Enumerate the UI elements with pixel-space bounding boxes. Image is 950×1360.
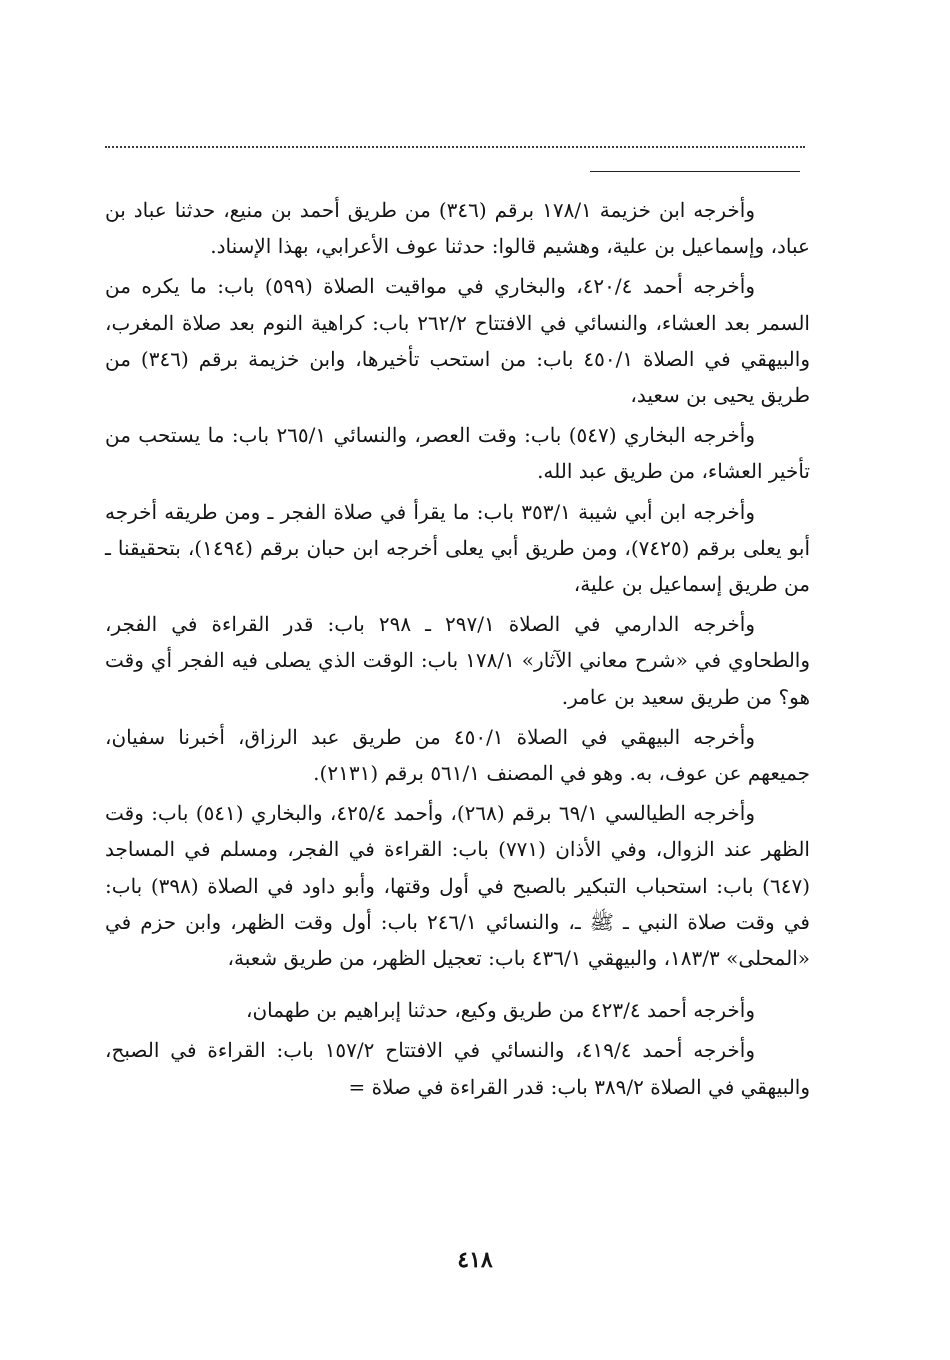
footnotes-block — [105, 192, 810, 1109]
footnote-paragraph: وأخرجه البيهقي في الصلاة ٤٥٠/١ من طريق عبد الرزاق، أخبرنا سفيان، جميعهم عن عوف، به. وهو في المصنف ٥٦١/١ برقم (٢١٣١). — [105, 724, 810, 786]
footnote-paragraph: وأخرجه أحمد ٤٢٣/٤ من طريق وكيع، حدثنا إبراهيم بن طهمان، — [246, 998, 755, 1023]
dotted-separator — [105, 146, 805, 148]
footnote-paragraph: وأخرجه الطيالسي ٦٩/١ برقم (٢٦٨)، وأحمد ٤٢٥/٤، والبخاري (٥٤١) باب: وقت الظهر عند الزوال، وفي الأذان (٧٧١) باب: القراءة في الفجر، ومسلم في المساجد (٦٤٧) باب: استحباب التبكير بالصبح في أول وقتها، وأبو داود في الصلاة (٣٩٨) باب: في وقت صلاة النبي ـ ﷺ ـ، والنسائي ٢٤٦/١ باب: أول وقت الظهر، وابن حزم في «المحلى» ١٨٣/٣، والبيهقي ٤٣٦/١ باب: تعجيل الظهر، من طريق شعبة، — [105, 801, 811, 971]
footnote-paragraph: وأخرجه الدارمي في الصلاة ٢٩٧/١ ـ ٢٩٨ باب: قدر القراءة في الفجر، والطحاوي في «شرح معاني الآثار» ١٧٨/١ باب: الوقت الذي يصلى فيه الفجر أي وقت هو؟ من طريق سعيد بن عامر. — [105, 612, 811, 709]
footnote-paragraph: وأخرجه ابن خزيمة ١٧٨/١ برقم (٣٤٦) من طريق أحمد بن منيع، حدثنا عباد بن عباد، وإسماعيل بن علية، وهشيم قالوا: حدثنا عوف الأعرابي، بهذا الإسناد. — [105, 198, 810, 259]
footnote-paragraph: وأخرجه أحمد ٤٢٠/٤، والبخاري في مواقيت الصلاة (٥٩٩) باب: ما يكره من السمر بعد العشاء، والنسائي في الافتتاح ٢٦٢/٢ باب: كراهية النوم بعد صلاة المغرب، والبيهقي في الصلاة ٤٥٠/١ باب: من استحب تأخيرها، وابن خزيمة برقم (٣٤٦) من طريق يحيى بن سعيد، — [105, 274, 810, 408]
footnote-rule — [590, 171, 800, 172]
footnote-paragraph: وأخرجه ابن أبي شيبة ٣٥٣/١ باب: ما يقرأ في صلاة الفجر ـ ومن طريقه أخرجه أبو يعلى برقم (٧٤٢٥)، ومن طريق أبي يعلى أخرجه ابن حبان برقم (١٤٩٤)، بتحقيقنا ـ من طريق إسماعيل بن علية، — [105, 499, 811, 597]
footnote-paragraph: وأخرجه البخاري (٥٤٧) باب: وقت العصر، والنسائي ٢٦٥/١ باب: ما يستحب من تأخير العشاء، من طريق عبد الله. — [105, 423, 810, 484]
footnote-paragraph: وأخرجه أحمد ٤١٩/٤، والنسائي في الافتتاح ١٥٧/٢ باب: القراءة في الصبح، والبيهقي في الصلاة ٣٨٩/٢ باب: قدر القراءة في صلاة = — [105, 1038, 810, 1099]
page-number: ٤١٨ — [457, 1247, 493, 1273]
